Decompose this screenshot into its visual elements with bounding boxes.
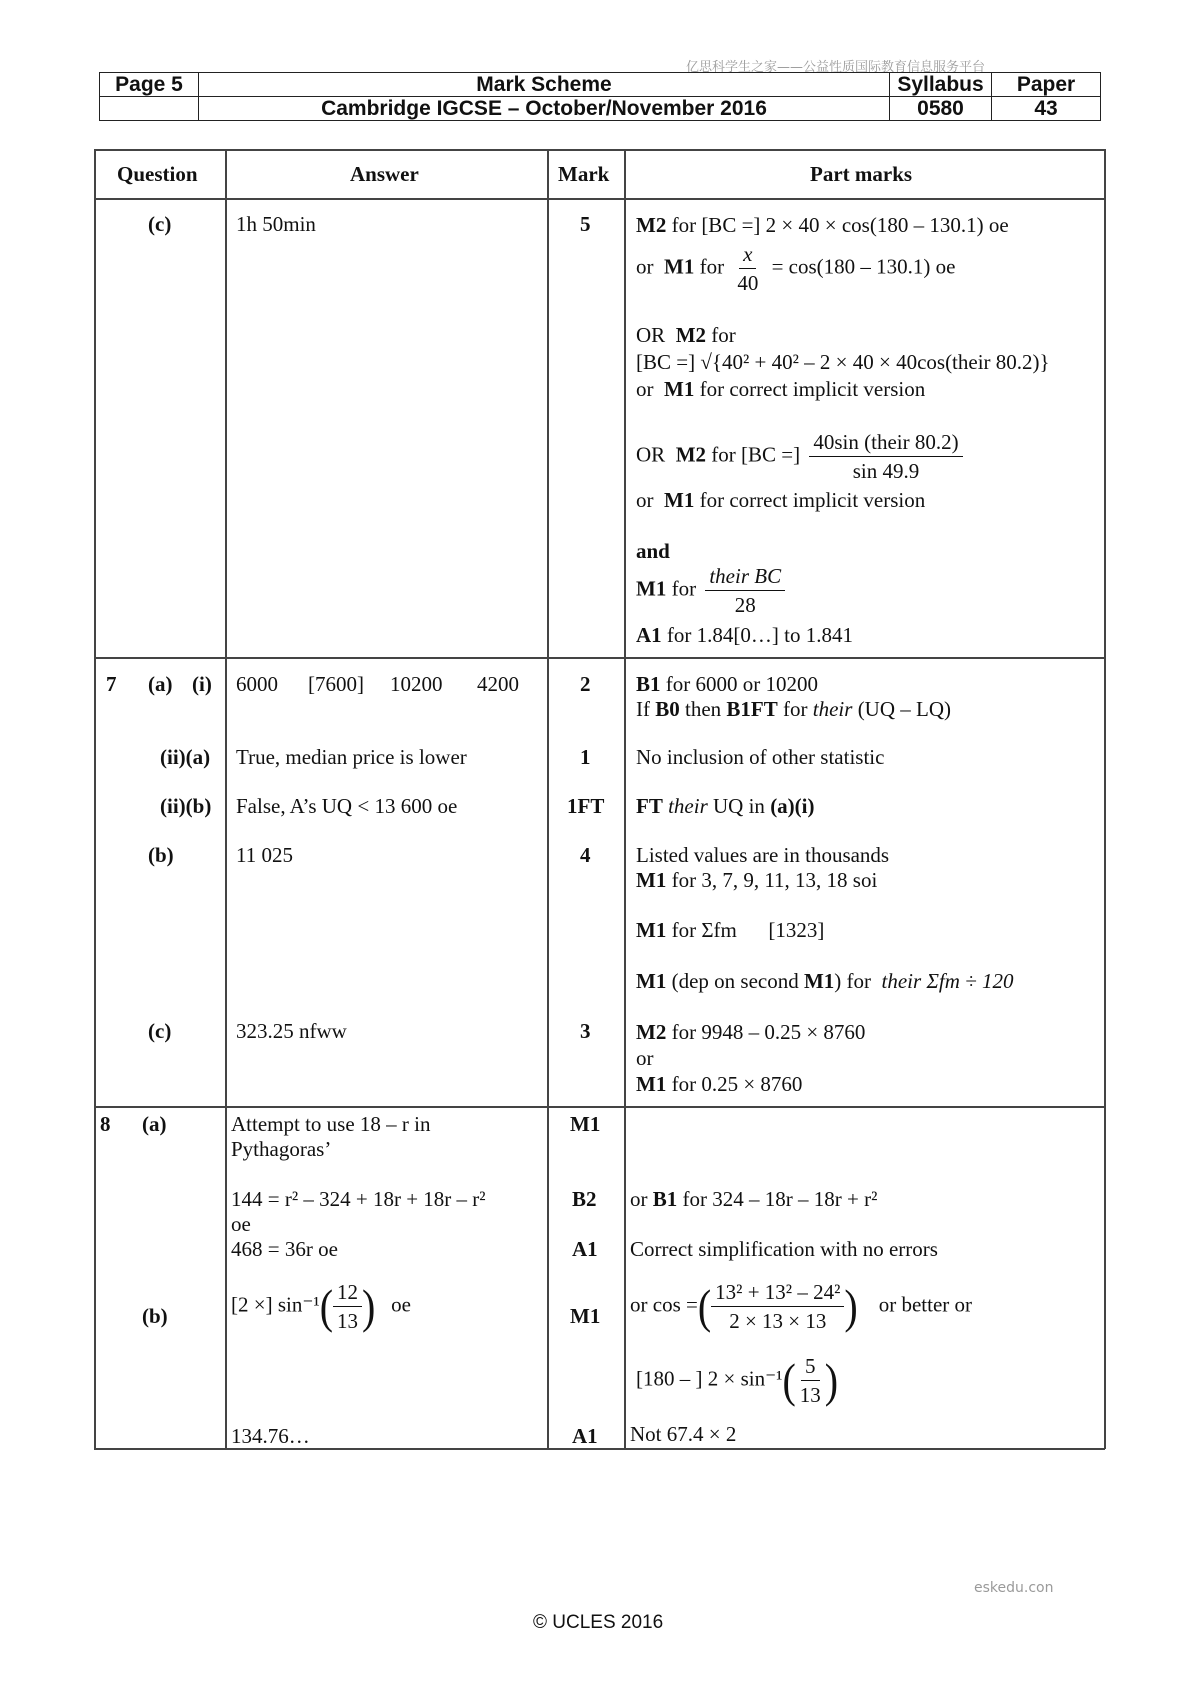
q7c-part1: M2 for 9948 – 0.25 × 8760 [636,1020,866,1044]
q6c-line5: or M1 for correct implicit version [636,377,926,401]
q7aiib-label: (ii)(b) [160,794,212,818]
paper-number: 43 [992,97,1101,121]
q8a-answer2-oe: oe [231,1212,251,1236]
q7aiib-part: FT their UQ in (a)(i) [636,794,815,818]
q7c-label: (c) [148,1019,172,1043]
q8b-mark1: M1 [570,1304,601,1328]
fraction-cosine-rule: $\frac{\text{13² + 13² – 24²}}{2 \times 13 \times 13}$ [711,1278,844,1335]
q7ai-answer-4: 4200 [477,672,519,696]
q7ai-label: (i) [192,672,212,696]
q6c-line4: [BC =] √{40² + 40² – 2 × 40 × 40cos(their 80.2)} [636,350,1050,374]
q7ai-answer-2: [7600] [308,672,364,696]
q8a-mark3: A1 [572,1237,598,1261]
q7c-part2: or [636,1046,654,1070]
q8-number: 8 [100,1112,111,1136]
q7ai-part1: B1 for 6000 or 10200 [636,672,818,696]
q6c-mark: 5 [580,212,591,236]
q6c-line7: or M1 for correct implicit version [636,488,926,512]
q6c-and: and [636,539,670,563]
q8a-mark2: B2 [572,1187,597,1211]
q7c-mark: 3 [580,1019,591,1043]
fraction-12-over-13: $\frac{12}{13}$ [333,1278,362,1335]
q8b-part2: [180 – ] 2 × sin⁻¹( $\frac{5}{13}$ ) [636,1352,839,1407]
q8a-label: (a) [142,1112,167,1136]
q7-number: 7 [106,672,117,696]
q7aiia-label: (ii)(a) [160,745,211,769]
q7aiib-answer: False, A’s UQ < 13 600 oe [236,794,458,818]
q6c-line2: or M1 for $\frac{x}{40}$ = cos(180 – 130.1) oe [636,242,956,295]
q8b-answer1: [2 ×] sin⁻¹( $\frac{12}{13}$ ) oe [231,1278,411,1333]
q6c-line3: OR M2 for [636,323,736,347]
q6c-label: (c) [148,212,172,236]
q6c-line6: OR M2 for [BC =] $\frac{\text{40sin (their 80.2)}}{\sin 49.9}$ [636,428,967,485]
q7aiia-part: No inclusion of other statistic [636,745,885,769]
syllabus-label: Syllabus [890,73,992,97]
q7b-part2: M1 for 3, 7, 9, 11, 13, 18 soi [636,868,878,892]
q8a-part3: Correct simplification with no errors [630,1237,938,1261]
q7aiib-mark: 1FT [567,794,605,818]
q7b-label: (b) [148,843,174,867]
q8a-answer1-line2: Pythagoras’ [231,1137,332,1161]
fraction-sine-rule: $\frac{\text{40sin (their 80.2)}}{\sin 49.9}$ [809,428,962,485]
q8b-label: (b) [142,1304,168,1328]
q6c-line8: M1 for $\frac{\text{their BC}}{28}$ [636,562,789,619]
col-answer: Answer [350,162,419,186]
q7c-part3: M1 for 0.25 × 8760 [636,1072,803,1096]
q7ai-mark: 2 [580,672,591,696]
q8a-answer3: 468 = 36r oe [231,1237,338,1261]
q6c-line9: A1 for 1.84[0…] to 1.841 [636,623,853,647]
q7aiia-answer: True, median price is lower [236,745,467,769]
col-part-marks: Part marks [810,162,913,186]
page-title: Mark Scheme [199,73,890,97]
q8a-mark1: M1 [570,1112,601,1136]
q7b-mark: 4 [580,843,591,867]
paper-label: Paper [992,73,1101,97]
q7ai-answer-1: 6000 [236,672,278,696]
watermark-bottom: eskedu.con [974,1580,1054,1596]
q8a-answer2: 144 = r² – 324 + 18r + 18r – r² [231,1187,486,1211]
q7ai-part2: If B0 then B1FT for their (UQ – LQ) [636,697,951,721]
fraction-5-over-13: $\frac{5}{13}$ [799,1354,821,1407]
syllabus-code: 0580 [890,97,992,121]
q8b-mark2: A1 [572,1424,598,1448]
q7b-part3: M1 for Σfm [1323] [636,918,825,942]
col-question: Question [117,162,198,186]
q6c-line1: M2 for [BC =] 2 × 40 × cos(180 – 130.1) oe [636,213,1009,237]
q8b-part3: Not 67.4 × 2 [630,1422,737,1446]
q7aiia-mark: 1 [580,745,591,769]
q7ai-answer-3: 10200 [390,672,443,696]
q8a-part2: or B1 for 324 – 18r – 18r + r² [630,1187,878,1211]
q7a-label: (a) [148,672,173,696]
fraction-x-over-40: $\frac{x}{40}$ [737,242,759,295]
q6c-answer: 1h 50min [236,212,316,236]
q7b-answer: 11 025 [236,843,293,867]
q8b-answer2: 134.76… [231,1424,310,1448]
col-mark: Mark [558,162,610,186]
q8b-part1: or cos =( $\frac{\text{13² + 13² – 24²}}{2 \times 13 \times 13}$ ) or better or [630,1278,973,1333]
footer-copyright: © UCLES 2016 [533,1612,664,1633]
q7b-part4: M1 (dep on second M1) for their Σfm ÷ 120 [636,969,1014,993]
q8a-answer1-line1: Attempt to use 18 – r in [231,1112,431,1136]
watermark-top: 亿思科学生之家——公益性质国际教育信息服务平台 [686,60,986,75]
exam-session: Cambridge IGCSE – October/November 2016 [199,97,890,121]
page-number: Page 5 [100,73,199,97]
q7b-part1: Listed values are in thousands [636,843,890,867]
q7c-answer: 323.25 nfww [236,1019,347,1043]
header-table [99,72,1101,121]
fraction-their-bc: $\frac{\text{their BC}}{28}$ [705,562,785,619]
